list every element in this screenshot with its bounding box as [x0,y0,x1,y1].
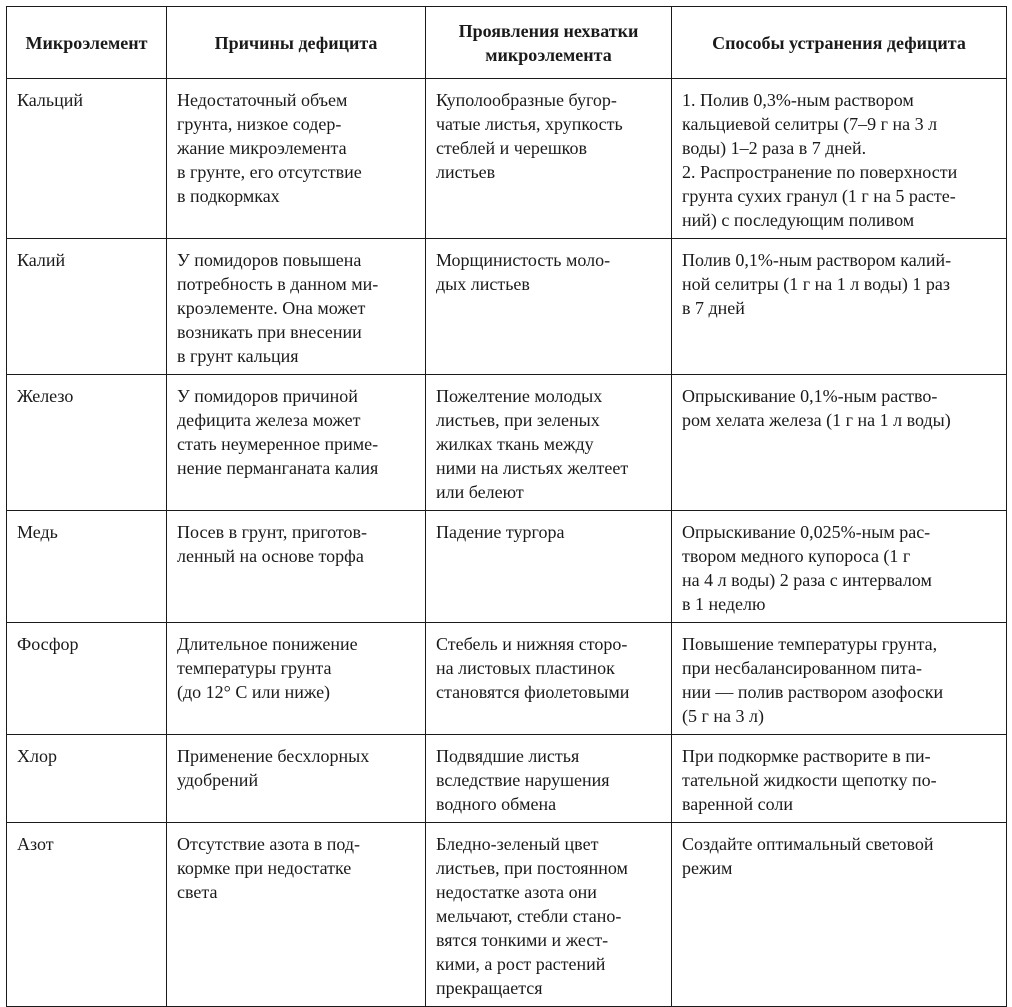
cell-text-line: жилках ткань между [436,434,594,454]
cell-causes [167,623,426,735]
cell-remedies [672,239,1007,375]
cell-text-line: удобрений [177,770,259,790]
header-row [7,7,1007,79]
cell-remedies [672,823,1007,1007]
cell-element: Хлор [7,735,167,823]
cell-element: Фосфор [7,623,167,735]
cell-symptoms [426,511,672,623]
cell-text-line: Стебель и нижняя сторо- [436,634,628,654]
cell-text-line: тательной жидкости щепотку по- [682,770,937,790]
cell-text-line: Длительное понижение [177,634,358,654]
cell-symptoms [426,375,672,511]
cell-remedies [672,511,1007,623]
cell-causes [167,239,426,375]
cell-text-line: вятся тонкими и жест- [436,930,609,950]
cell-element: Кальций [7,79,167,239]
cell-text-line: жание микроэлемента [177,138,347,158]
cell-text-line: температуры грунта [177,658,332,678]
cell-text-line: на 4 л воды) 2 раза с интервалом [682,570,932,590]
cell-remedies [672,735,1007,823]
cell-text-line: стать неумеренное приме- [177,434,379,454]
cell-text-line: Бледно-зеленый цвет [436,834,599,854]
table-row [7,79,1007,239]
cell-text-line: грунта сухих гранул (1 г на 5 расте- [682,186,956,206]
cell-causes [167,823,426,1007]
cell-text-line: в грунт кальция [177,346,299,366]
cell-text-line: кормке при недостатке [177,858,352,878]
cell-text-line: прекращается [436,978,543,998]
cell-text-line: Посев в грунт, приготов- [177,522,368,542]
table-row [7,823,1007,1007]
cell-text-line: (до 12° С или ниже) [177,682,331,702]
cell-symptoms [426,79,672,239]
cell-text-line: ними на листьях желтеет [436,458,629,478]
cell-text-line: ний) с последующим поливом [682,210,915,230]
table-header [7,7,1007,79]
table-row [7,511,1007,623]
cell-symptoms [426,623,672,735]
header-remedies: Способы устранения дефицита [672,7,1007,79]
cell-text-line: или белеют [436,482,524,502]
cell-text-line: ной селитры (1 г на 1 л воды) 1 раз [682,274,950,294]
cell-text-line: стеблей и черешков [436,138,588,158]
cell-text-line: на листовых пластинок [436,658,615,678]
cell-text-line: в 7 дней [682,298,745,318]
header-element: Микроэлемент [7,7,167,79]
microelement-deficit-table [6,6,1007,1007]
cell-text-line: У помидоров повышена [177,250,362,270]
cell-text-line: Подвядшие листья [436,746,580,766]
cell-text-line: мельчают, стебли стано- [436,906,622,926]
cell-text-line: грунта, низкое содер- [177,114,342,134]
table-row [7,735,1007,823]
cell-text-line: 1. Полив 0,3%-ным раствором [682,90,914,110]
cell-remedies [672,375,1007,511]
cell-text-line: ром хелата железа (1 г на 1 л воды) [682,410,951,430]
cell-causes [167,79,426,239]
table-row [7,239,1007,375]
cell-text-line: Куполообразные бугор- [436,90,617,110]
cell-text-line: Опрыскивание 0,025%-ным рас- [682,522,931,542]
cell-causes [167,735,426,823]
cell-text-line: дых листьев [436,274,530,294]
header-symptoms: Проявления нехватки микроэлемента [426,7,672,79]
cell-text-line: Опрыскивание 0,1%-ным раство- [682,386,938,406]
cell-element: Железо [7,375,167,511]
cell-text-line: Падение тургора [436,522,565,542]
table-row [7,375,1007,511]
cell-text-line: Недостаточный объем [177,90,348,110]
cell-text-line: Отсутствие азота в под- [177,834,360,854]
cell-symptoms [426,823,672,1007]
cell-text-line: У помидоров причиной [177,386,358,406]
cell-text-line: Применение бесхлорных [177,746,370,766]
cell-text-line: нии — полив раствором азофоски [682,682,944,702]
cell-text-line: листьев, при постоянном [436,858,628,878]
cell-text-line: листьев [436,162,496,182]
cell-text-line: Морщинистость моло- [436,250,611,270]
cell-text-line: нение перманганата калия [177,458,379,478]
cell-text-line: (5 г на 3 л) [682,706,764,726]
cell-symptoms [426,735,672,823]
cell-text-line: в грунте, его отсутствие [177,162,362,182]
cell-text-line: Повышение температуры грунта, [682,634,938,654]
cell-text-line: листьев, при зеленых [436,410,600,430]
cell-remedies [672,79,1007,239]
cell-text-line: кими, а рост растений [436,954,606,974]
cell-symptoms [426,239,672,375]
cell-element: Азот [7,823,167,1007]
cell-causes [167,375,426,511]
cell-text-line: возникать при внесении [177,322,362,342]
cell-text-line: в 1 неделю [682,594,766,614]
cell-element: Калий [7,239,167,375]
cell-text-line: при несбалансированном пита- [682,658,922,678]
cell-text-line: недостатке азота они [436,882,597,902]
cell-text-line: становятся фиолетовыми [436,682,630,702]
cell-text-line: режим [682,858,733,878]
cell-text-line: 2. Распространение по поверхности [682,162,958,182]
cell-text-line: кальциевой селитры (7–9 г на 3 л [682,114,938,134]
cell-text-line: потребность в данном ми- [177,274,379,294]
cell-text-line: дефицита железа может [177,410,361,430]
table-body [7,79,1007,1007]
cell-remedies [672,623,1007,735]
cell-causes [167,511,426,623]
cell-text-line: При подкормке растворите в пи- [682,746,931,766]
cell-text-line: чатые листья, хрупкость [436,114,623,134]
cell-text-line: ленный на основе торфа [177,546,364,566]
cell-text-line: водного обмена [436,794,557,814]
cell-text-line: Полив 0,1%-ным раствором калий- [682,250,952,270]
cell-text-line: воды) 1–2 раза в 7 дней. [682,138,867,158]
cell-text-line: Создайте оптимальный световой [682,834,934,854]
cell-element: Медь [7,511,167,623]
table-row [7,623,1007,735]
cell-text-line: вследствие нарушения [436,770,610,790]
cell-text-line: света [177,882,218,902]
cell-text-line: варенной соли [682,794,794,814]
cell-text-line: в подкормках [177,186,280,206]
header-causes: Причины дефицита [167,7,426,79]
cell-text-line: Пожелтение молодых [436,386,603,406]
cell-text-line: твором медного купороса (1 г [682,546,911,566]
cell-text-line: кроэлементе. Она может [177,298,366,318]
